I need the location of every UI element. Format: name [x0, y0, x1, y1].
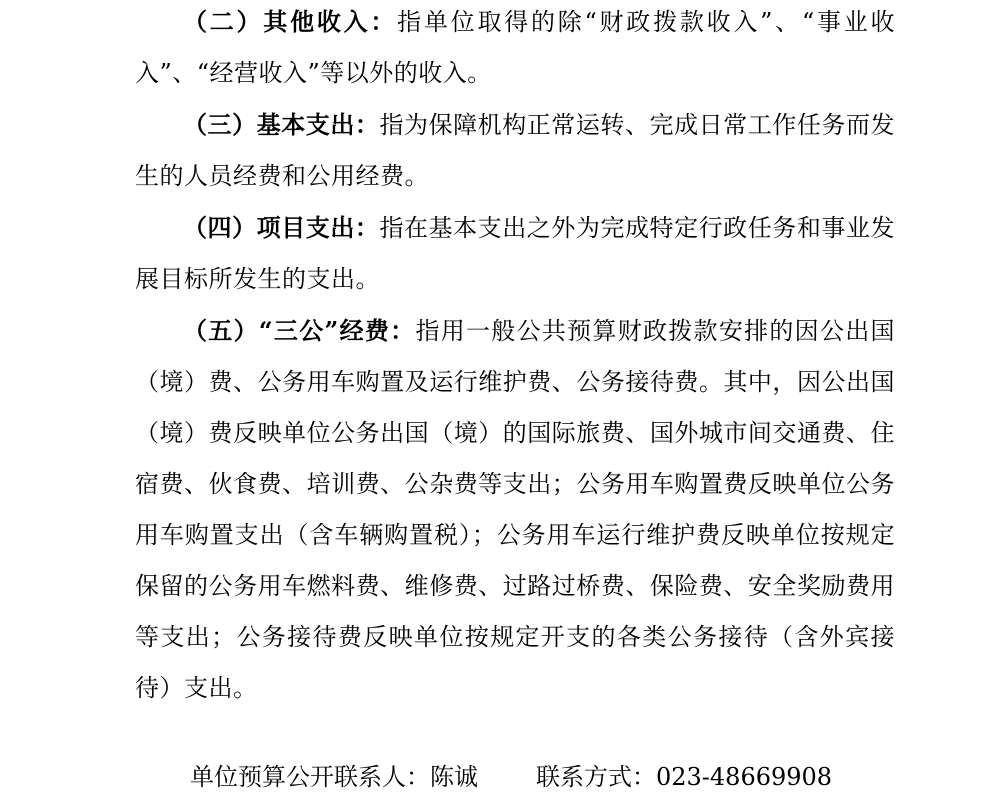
definition-three-public-expenses: [135, 305, 895, 714]
definition-text: 指单位取得的除“财政拨款收入”、“事业收入”、“经营收入”等以外的收入。: [135, 8, 896, 87]
definition-project-expenditure: [135, 202, 895, 305]
definition-term: （三）基本支出：: [183, 110, 380, 139]
document-body: [135, 0, 895, 714]
definition-term: （四）项目支出：: [183, 213, 380, 242]
definition-other-income: [135, 0, 895, 99]
definition-term: （五）“三公”经费：: [183, 316, 416, 345]
definition-term: （二）其他收入：: [183, 7, 398, 36]
definition-text: 指用一般公共预算财政拨款安排的因公出国（境）费、公务用车购置及运行维护费、公务接待费。其中，因公出国（境）费反映单位公务出国（境）的国际旅费、国外城市间交通费、住宿费、伙食费、培训费、公杂费等支出；公务用车购置费反映单位公务用车购置支出（含车辆购置税）；公务用车运行维护费反映单位按规定保留的公务用车燃料费、维修费、过路过桥费、保险费、安全奖励费用等支出；公务接待费反映单位按规定开支的各类公务接待（含外宾接待）支出。: [135, 317, 896, 702]
definition-text: 指在基本支出之外为完成特定行政任务和事业发展目标所发生的支出。: [135, 214, 896, 293]
contact-info: [190, 755, 832, 799]
contact-person: 单位预算公开联系人：陈诚: [190, 763, 478, 791]
contact-method: 联系方式：023-48669908: [536, 763, 833, 791]
definition-text: 指为保障机构正常运转、完成日常工作任务而发生的人员经费和公用经费。: [135, 111, 896, 190]
definition-basic-expenditure: [135, 99, 895, 202]
